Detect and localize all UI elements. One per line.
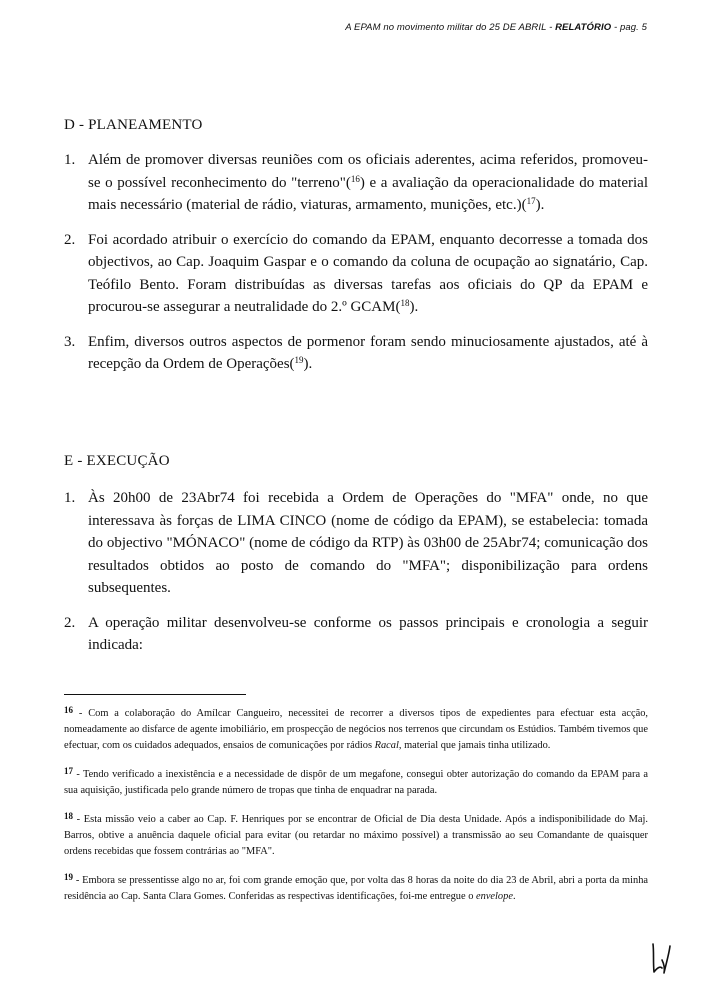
- footnote-ref[interactable]: 18: [400, 298, 410, 308]
- footnote-ref[interactable]: 16: [350, 173, 360, 184]
- footnote-number: 18: [64, 811, 73, 821]
- footnote-19: [64, 869, 648, 905]
- footnote-number: 16: [64, 705, 73, 715]
- footnote-text: - Embora se pressentisse algo no ar, foi com grande emoção que, por volta das 8 horas da noite do dia 23 de Abril, abri a porta da minha residência ao Cap. Santa Clara Gomes. Conferidas as respectivas identificações, foi-me entregue o: [64, 875, 648, 902]
- list-item: [64, 331, 648, 376]
- footnote-number: 17: [64, 766, 73, 776]
- item-text: [88, 229, 648, 319]
- item-number: 2.: [64, 231, 76, 248]
- item-text: [88, 149, 648, 217]
- item-number: 1.: [64, 490, 76, 506]
- item-text: Às 20h00 de 23Abr74 foi recebida a Ordem de Operações do "MFA" onde, no que interessava às forças de LIMA CINCO (nome de código da EPAM), se estabelecia: tomada do objectivo "MÓNACO" (nome de código da RTP) às 03h00 de 25Abr74; comunicação dos resultados obtidos ao posto de comando do "MFA"; disponibilização para ordens subsequentes.: [88, 490, 648, 596]
- footnote-text: - Esta missão veio a caber ao Cap. F. Henriques por se encontrar de Oficial de Dia desta Unidade. Após a indisponibilidade do Maj. Barros, obtive a anuência daquele oficial para evitar (ou retardar no máximo possível) a transmissão ao seu Comandante de quaisquer ordens recebidas que fossem contrárias ao "MFA".: [64, 814, 648, 857]
- footnote-emphasis: Racal: [374, 740, 399, 751]
- footnote-number: 19: [64, 872, 73, 882]
- item-text-part: Além de promover diversas reuniões com os oficiais aderentes, acima referidos, promoveu-se o possível reconhecimento do "terreno"(: [88, 152, 648, 191]
- item-text-part: Foi acordado atribuir o exercício do comando da EPAM, enquanto decorresse a tomada dos objectivos, ao Cap. Joaquim Gaspar e o comando da coluna de ocupação ao signatário, Cap. Teófilo Bento. Foram distribuídas as diversas tarefas aos oficiais do QP da EPAM e procurou-se assegurar a neutralidade do 2.º GCAM(: [88, 231, 648, 315]
- item-text-part: Enfim, diversos outros aspectos de pormenor foram sendo minuciosamente ajustados, até à recepção da Ordem de Operações(: [88, 333, 648, 372]
- handwritten-initial-icon: [648, 940, 674, 976]
- item-text-part: ).: [303, 356, 313, 372]
- footnote-text: , material que jamais tinha utilizado.: [398, 740, 551, 751]
- footnote-18: [64, 808, 648, 860]
- list-item: [64, 149, 648, 217]
- item-number: 1.: [64, 152, 76, 168]
- item-number: 3.: [64, 333, 76, 350]
- planeamento-list: [64, 149, 648, 376]
- footnote-divider: [64, 694, 246, 695]
- item-text-part: ).: [535, 197, 545, 213]
- running-header: [345, 22, 647, 33]
- running-header-report: RELATÓRIO: [555, 22, 612, 33]
- footnote-ref[interactable]: 19: [294, 355, 304, 365]
- item-text-part: ) e a avaliação da operacionalidade do material mais necessário (material de rádio, viaturas, armamento, munições, etc.)(: [88, 174, 648, 213]
- footnote-17: [64, 763, 648, 799]
- footnote-text: - Com a colaboração do Amílcar Cangueiro, necessitei de recorrer a diversos tipos de expedientes para efectuar esta acção, nomeadamente ao disfarce de agente imobiliário, em prospecção de negócios nos terrenos que circundam os Estúdios. Também tivemos que efectuar, com os cuidados adequados, ensaios de comunicações por rádios: [64, 708, 648, 751]
- item-text-part: ).: [409, 299, 419, 315]
- list-item: [64, 487, 648, 600]
- footnote-ref[interactable]: 17: [526, 196, 536, 206]
- list-item: [64, 612, 648, 657]
- item-text: [88, 331, 648, 376]
- footnote-text: - Tendo verificado a inexistência e a necessidade de dispôr de um megafone, consegui obter autorização do comando da EPAM para a sua aquisição, justificada pelo grande número de tropas que tinha de enquadrar na parada.: [64, 769, 648, 796]
- running-header-title: A EPAM no movimento militar do 25 DE ABRIL -: [345, 22, 553, 33]
- section-heading-planeamento: D - PLANEAMENTO: [64, 117, 203, 133]
- list-item: [64, 229, 648, 319]
- item-text: A operação militar desenvolveu-se conforme os passos principais e cronologia a seguir indicada:: [88, 614, 648, 653]
- section-heading-execucao: E - EXECUÇÃO: [64, 453, 170, 469]
- item-number: 2.: [64, 614, 76, 631]
- footnote-16: [64, 702, 648, 754]
- execucao-list: [64, 487, 648, 657]
- running-header-page: - pag. 5: [613, 22, 647, 33]
- footnote-emphasis: envelope: [476, 891, 513, 902]
- footnote-text: .: [512, 891, 516, 902]
- footnotes: [64, 702, 648, 914]
